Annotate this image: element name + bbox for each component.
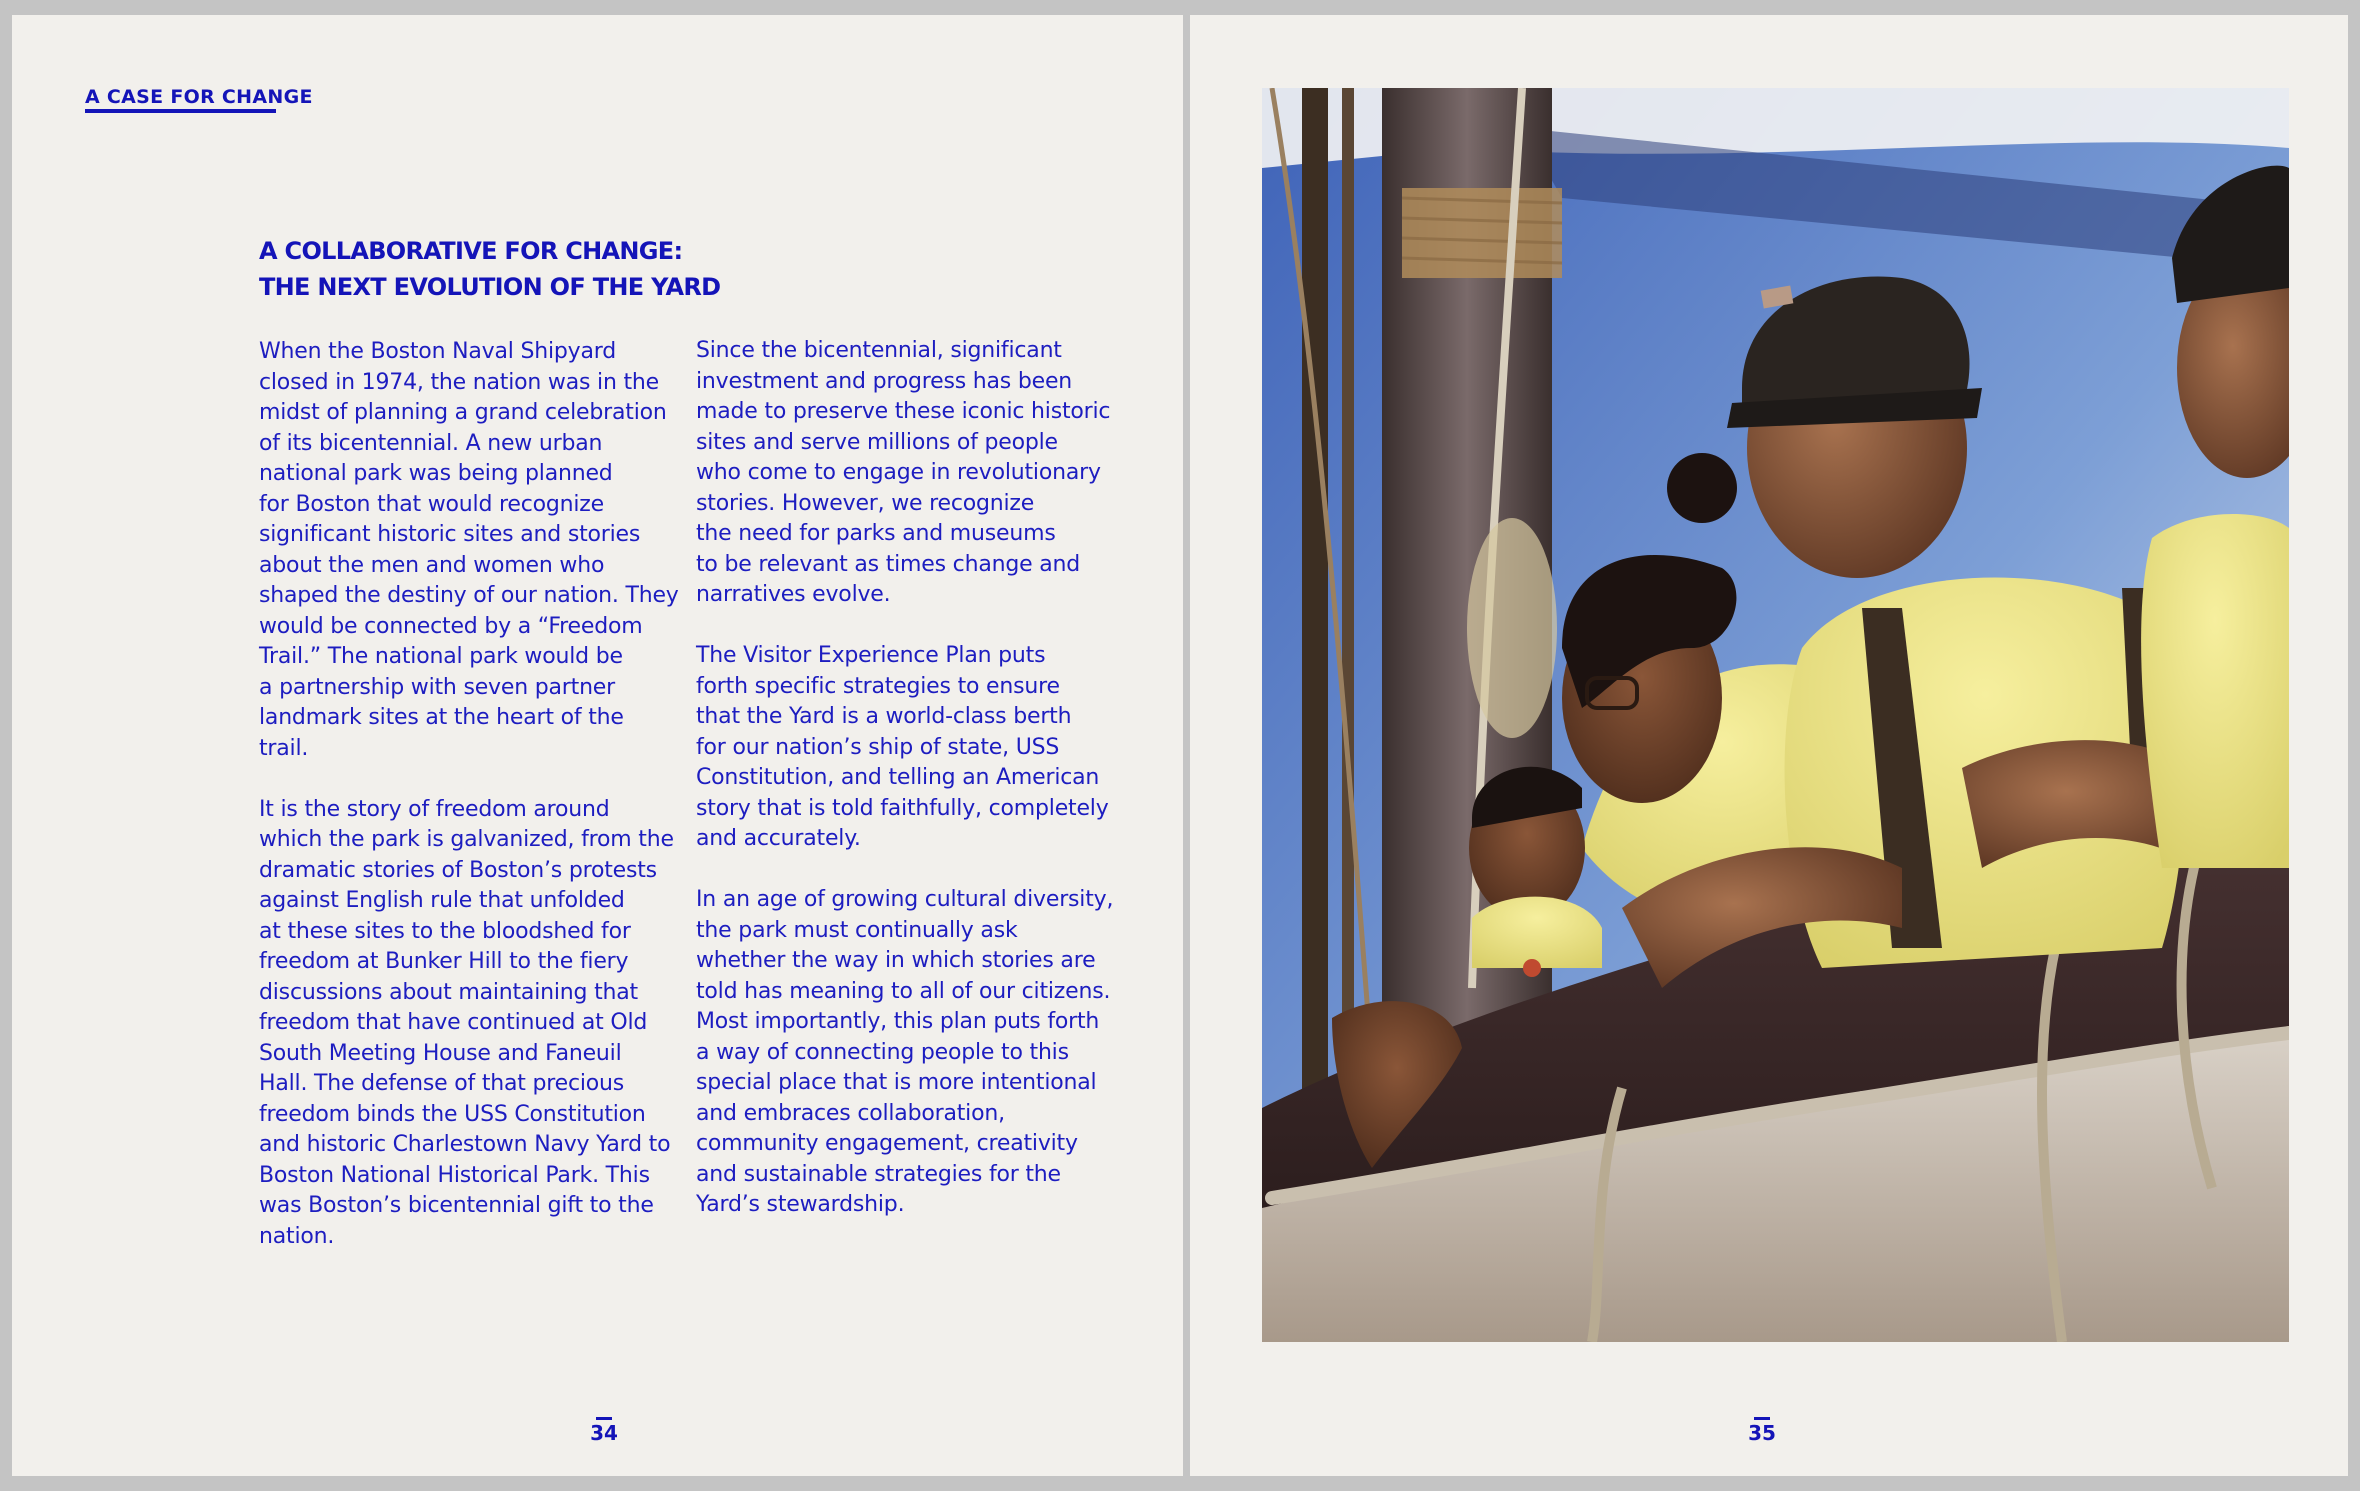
body-line: freedom binds the USS Constitution [259,1101,646,1127]
folio-mark [1754,1417,1770,1420]
body-line: the park must continually ask [696,917,1018,943]
body-line: dramatic stories of Boston’s protests [259,857,657,883]
body-line: and accurately. [696,826,861,851]
body-line: Most importantly, this plan puts forth [696,1009,1100,1034]
body-line: that the Yard is a world-class berth [696,704,1072,729]
body-line: narratives evolve. [696,582,891,607]
body-line: was Boston’s bicentennial gift to the [259,1193,654,1218]
body-line: which the park is galvanized, from the [259,827,674,852]
body-line: Constitution, and telling an American [696,765,1100,790]
body-line: discussions about maintaining that [259,979,638,1005]
body-line: a partnership with seven partner [259,674,615,700]
body-line: against English rule that unfolded [259,888,625,913]
running-head-underline [85,109,276,113]
body-line: investment and progress has been [696,368,1073,394]
body-line: shaped the destiny of our nation. They [259,583,679,608]
body-line: Yard’s stewardship. [696,1192,905,1217]
body-line: The Visitor Experience Plan puts [696,643,1046,668]
headline-line-1: A COLLABORATIVE FOR CHANGE: [259,237,683,265]
section-headline [259,233,721,305]
body-paragraph [259,337,687,764]
body-line: made to preserve these iconic historic [696,399,1111,424]
photo [1262,88,2289,1342]
body-line: In an age of growing cultural diversity, [696,887,1114,912]
body-line: to be relevant as times change and [696,551,1081,577]
body-line: whether the way in which stories are [696,948,1096,973]
body-line: and embraces collaboration, [696,1100,1005,1126]
body-line: story that is told faithfully, completely [696,795,1109,821]
body-line: freedom at Bunker Hill to the fiery [259,949,629,974]
body-paragraph [696,885,1124,1221]
body-paragraph [696,336,1124,611]
page-number-right [1742,1421,1782,1445]
body-line: freedom that have continued at Old [259,1010,648,1035]
body-line: of its bicentennial. A new urban [259,430,603,456]
body-paragraph [259,795,687,1253]
body-line: closed in 1974, the nation was in the [259,369,659,395]
page-number-text: 35 [1748,1421,1776,1445]
body-line: trail. [259,735,309,761]
body-line: landmark sites at the heart of the [259,705,624,730]
body-line: sites and serve millions of people [696,429,1058,455]
body-line: and sustainable strategies for the [696,1161,1061,1187]
body-line: for our nation’s ship of state, USS [696,734,1060,760]
right-page [1190,15,2348,1476]
headline-line-2: THE NEXT EVOLUTION OF THE YARD [259,273,721,301]
body-line: When the Boston Naval Shipyard [259,339,616,364]
body-line: stories. However, we recognize [696,490,1035,516]
body-paragraph [696,641,1124,855]
body-line: told has meaning to all of our citizens. [696,978,1111,1004]
body-line: Trail.” The national park would be [259,644,623,669]
body-line: who come to engage in revolutionary [696,460,1101,485]
body-line: for Boston that would recognize [259,491,604,517]
folio-mark [596,1417,612,1420]
body-line: forth specific strategies to ensure [696,673,1060,699]
body-line: national park was being planned [259,461,613,486]
body-line: and historic Charlestown Navy Yard to [259,1132,671,1157]
body-column-one [259,337,687,1283]
body-line: midst of planning a grand celebration [259,400,667,425]
body-line: Since the bicentennial, significant [696,338,1062,363]
left-page [12,15,1183,1476]
photo-young-visitors-at-ship-rail [1262,88,2289,1342]
body-line: nation. [259,1223,335,1249]
body-column-two [696,336,1124,1251]
body-line: Boston National Historical Park. This [259,1162,650,1188]
body-line: about the men and women who [259,552,605,578]
page-number-text: 34 [590,1421,618,1445]
body-line: Hall. The defense of that precious [259,1071,625,1096]
running-head: A CASE FOR CHANGE [85,86,313,108]
body-line: the need for parks and museums [696,521,1056,546]
page-number-left [584,1421,624,1445]
body-line: significant historic sites and stories [259,522,641,547]
body-line: a way of connecting people to this [696,1039,1069,1065]
body-line: It is the story of freedom around [259,796,610,822]
body-line: would be connected by a “Freedom [259,613,643,639]
body-line: community engagement, creativity [696,1131,1078,1156]
body-line: South Meeting House and Faneuil [259,1040,622,1066]
body-line: special place that is more intentional [696,1070,1097,1095]
body-line: at these sites to the bloodshed for [259,918,631,944]
